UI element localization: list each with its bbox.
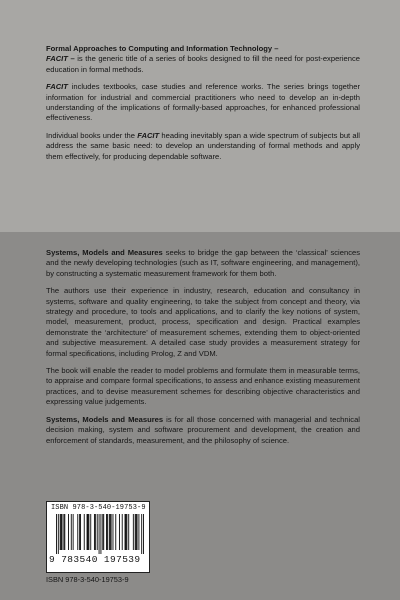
barcode-bar (111, 514, 112, 550)
barcode-isbn-label: ISBN 978-3-540-19753-9 (51, 504, 146, 512)
barcode-bar (79, 514, 80, 550)
barcode-bar (128, 514, 129, 550)
barcode-bar (63, 514, 64, 550)
barcode-bar (122, 514, 123, 550)
isbn-text: ISBN 978-3-540-19753-9 (46, 575, 129, 584)
series-paragraph-1 (46, 44, 360, 75)
barcode-bar (135, 514, 136, 550)
series-paragraph-2 (46, 82, 360, 124)
book-text: The authors use their experience in industry, research, education and consultancy in systems, software and quality engineering, to take the subject from concept and theory, via strategy and procedure, to tools and applications, and to clarify the key notions of system, model, measurement, product, process, specification and design. Practical examples demonstrate the ‘architecture’ of measurement schemes, extending them to object-oriented and subjective measurement. A detailed case study provides a measurement strategy for formal specifications, including Prolog, Z and VDM. (46, 286, 360, 358)
book-text: seeks to bridge the gap between the ‘classical’ sciences and the newly developing technologies (such as IT, software engineering, and management), by constructing a systematic measurement framework for them both. (46, 248, 361, 278)
barcode-bar (141, 514, 142, 554)
barcode (46, 501, 150, 573)
barcode-bar (73, 514, 74, 550)
facit-label: FACIT (46, 54, 68, 64)
barcode-bar (90, 514, 91, 550)
series-text: Individual books under the (46, 130, 138, 140)
barcode-bar (77, 514, 78, 550)
barcode-bar (110, 514, 111, 550)
barcode-bar (143, 514, 144, 554)
barcode-bar (103, 514, 104, 550)
barcode-bar (84, 514, 85, 550)
barcode-bar (137, 514, 138, 550)
barcode-bar (87, 514, 88, 550)
barcode-bar (107, 514, 108, 550)
book-paragraph-3 (46, 366, 360, 408)
barcode-bar (115, 514, 116, 550)
barcode-bar (71, 514, 72, 550)
barcode-bar (125, 514, 126, 550)
barcode-bar (94, 514, 95, 550)
book-title: Systems, Models and Measures (46, 248, 163, 257)
book-paragraph-1 (46, 248, 360, 279)
barcode-bar (125, 514, 126, 550)
barcode-bar (64, 514, 65, 550)
series-paragraph-3 (46, 131, 360, 162)
barcode-bar (106, 514, 107, 550)
series-text: heading inevitably span a wide spectrum of subjects but all address the same basic need: to develop an understanding of formal methods and apply them effectively, for producing dependable software. (46, 130, 360, 161)
book-paragraph-4 (46, 415, 360, 446)
book-paragraph-2 (46, 286, 360, 359)
series-text: includes textbooks, case studies and reference works. The series brings together information for industrial and commercial practitioners who need to develop an in-depth understanding of the implications of formally-based approaches, for enhanced professional effectiveness. (46, 82, 360, 123)
barcode-bar (88, 514, 89, 550)
barcode-bar (99, 514, 100, 554)
barcode-bar (126, 514, 127, 550)
barcode-bar (87, 514, 88, 550)
barcode-bar (119, 514, 120, 550)
barcode-bar (100, 514, 101, 554)
barcode-bar (113, 514, 114, 550)
book-title: Systems, Models and Measures (46, 414, 164, 424)
barcode-bar (95, 514, 96, 550)
barcode-bar (68, 514, 69, 550)
facit-label: FACIT (137, 130, 160, 140)
series-description (46, 44, 360, 169)
facit-label: FACIT (46, 82, 68, 92)
barcode-bar (133, 514, 134, 550)
barcode-bar (58, 514, 59, 554)
barcode-bar (109, 514, 110, 550)
series-title: Formal Approaches to Computing and Information Technology – (46, 44, 279, 53)
barcode-bars (56, 514, 144, 554)
barcode-bar (138, 514, 139, 550)
dash: – (67, 54, 78, 64)
book-text: is for all those concerned with managerial and technical decision making, system and software procurement and development, the creation and enforcement of standards, measurement, and the philosophy of science. (46, 414, 360, 445)
book-text: The book will enable the reader to model problems and formulate them in measurable terms, to appraise and compare formal specifications, to assess and enhance existing measurement practices, and to devise measurement schemes for describing objective characteristics and expressing value judgements. (46, 366, 360, 407)
barcode-bar (80, 514, 81, 550)
barcode-bar (60, 514, 61, 550)
barcode-bar (97, 514, 98, 550)
series-text: is the generic title of a series of books designed to fill the need for post-experience education in formal methods. (46, 54, 360, 74)
barcode-bar (61, 514, 62, 550)
barcode-bar (136, 514, 137, 550)
barcode-digits: 9 783540 197539 (49, 554, 141, 565)
barcode-bar (62, 514, 63, 550)
book-description (46, 248, 360, 453)
barcode-bar (56, 514, 57, 554)
barcode-bar (102, 514, 103, 550)
